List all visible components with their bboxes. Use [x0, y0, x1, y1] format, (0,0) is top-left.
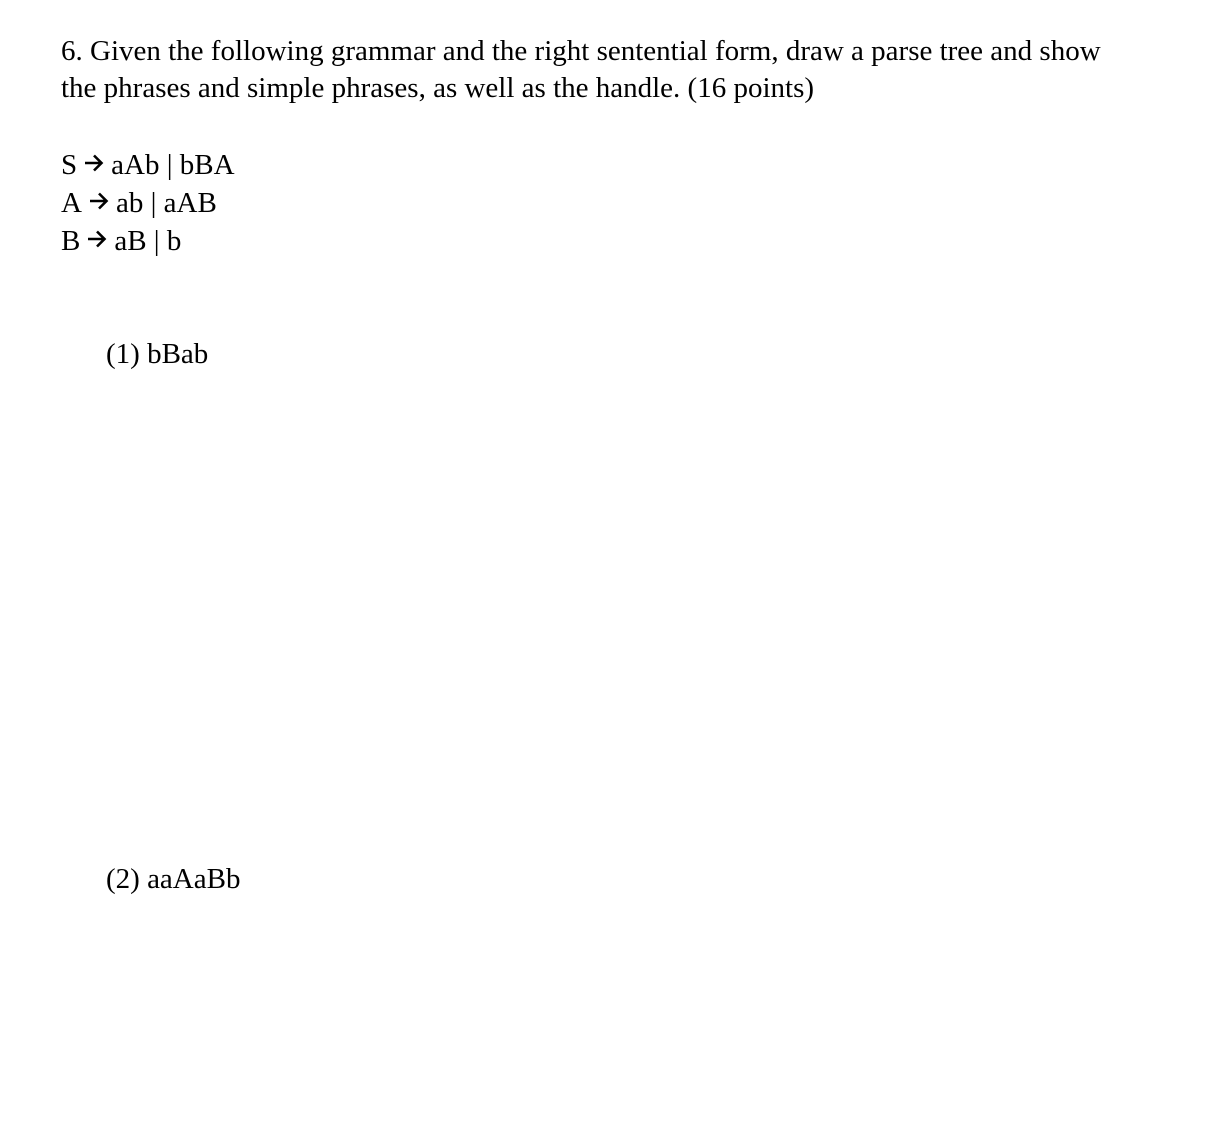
grammar-rule-a [61, 184, 235, 222]
rule-lhs: B [61, 225, 81, 257]
rule-lhs: S [61, 149, 78, 181]
right-arrow-icon [83, 145, 105, 183]
question-line-2: the phrases and simple phrases, as well as the handle. (16 points) [61, 72, 815, 104]
rule-rhs: aAb | bBA [111, 149, 235, 181]
grammar-rule-s [61, 146, 235, 184]
rule-lhs: A [61, 187, 82, 219]
right-arrow-icon [88, 183, 110, 221]
grammar-rules [61, 146, 235, 260]
grammar-rule-b [61, 222, 235, 260]
right-arrow-icon [86, 221, 108, 259]
part-2-label: (2) aaAaBb [106, 863, 241, 895]
rule-rhs: aB | b [114, 225, 182, 257]
question-text [61, 33, 1181, 107]
part-1-label: (1) bBab [106, 338, 209, 370]
question-line-1: 6. Given the following grammar and the right sentential form, draw a parse tree and show [61, 35, 1101, 67]
rule-rhs: ab | aAB [115, 187, 217, 219]
